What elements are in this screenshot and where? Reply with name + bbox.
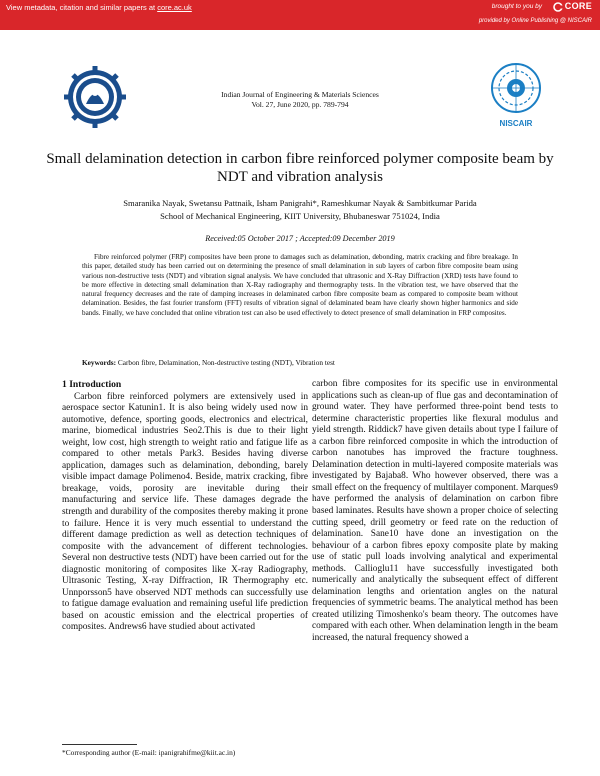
intro-right-column (312, 379, 558, 645)
intro-left-column (62, 379, 308, 634)
intro-left-text: Carbon fibre reinforced polymers are extensively used in aerospace sector Katunin1. It is also being widely used now in automotive, defence, sporting goods, electronics and electrical, marine, biomedical industries Seo2.This is due to their light weight, low cost, high strength to weight ratio and fatigue life as compared to other metals Park3. Besides having diverse application, damages such as delamination, debonding, barely visible impact damage Polimeno4. Beside, matrix cracking, fibre breakage, voids, porosity are inevitable during their manufacturing and service life. These damages degrade the strength and durability of the composites thereby making it prone to failure. Hence it is very much essential to understand the different damage prediction as well as detection techniques of composite with the advancement of different technologies. Several non destructive tests (NDT) have been carried out for the diagnostic monitoring of composites like X-ray Radiography, Ultrasonic Testing, X-ray Diffraction, IR Thermography etc. Unnporsson5 have observed NDT methods can successfully use to fatigue damage evaluation and remaining useful life prediction based on acoustic emission and the electrical properties of composites. Andrews6 have studied about activated (62, 391, 308, 633)
paper-title: Small delamination detection in carbon fibre reinforced polymer composite beam by NDT and vibration analysis (46, 151, 554, 185)
niscair-logo-icon (486, 62, 546, 114)
abstract: Fibre reinforced polymer (FRP) composites have been prone to damages such as delamination, debonding, matrix cracking and fibre breakage. In this paper, detailed study has been carried out on determining the presence of small delamination in sub layers of carbon fibre composite beam using various non-destructive tests (NDT) and vibration signal analysis. We have concluded that ultrasonic and X-Ray Diffraction (XRD) tests have found to be more effective in detecting small delamination than X-Ray radiography and thermography tests. In the vibration test, we have observed that the natural frequency decreases and the rate of damping increases in delaminated carbon fibre composite beam as compared to composite beam without delamination. Besides, the fast fourier transform (FFT) results of vibration signal of delaminated beam have clearly shown higher harmonics and side bands. Finally, we have concluded that online vibration test can also be used effectively to detect presence of small delamination in FRP composites. (82, 253, 518, 317)
intro-heading: 1 Introduction (62, 379, 122, 390)
footnote-rule (62, 744, 137, 745)
keywords-label: Keywords: (82, 358, 117, 367)
journal-name: Indian Journal of Engineering & Materials Sciences (221, 90, 379, 99)
paper-dates: Received:05 October 2017 ; Accepted:09 December 2019 (205, 234, 395, 243)
metadata-link[interactable]: View metadata, citation and similar papers at core.ac.uk (6, 3, 192, 12)
footnote: *Corresponding author (E-mail: ipanigrahifme@kiit.ac.in) (62, 748, 236, 757)
journal-volume: Vol. 27, June 2020, pp. 789-794 (251, 100, 349, 109)
core-logo[interactable]: CORE (553, 1, 592, 12)
niscair-caption: NISCAIR (499, 119, 533, 128)
niscair-logo (486, 62, 546, 128)
provided-by-text: provided by Online Publishing @ NISCAIR (478, 18, 592, 24)
core-logo-icon (553, 2, 565, 12)
keywords (82, 358, 518, 367)
journal-info (150, 90, 450, 110)
paper-authors: Smaranika Nayak, Swetansu Pattnaik, Isham Panigrahi*, Rameshkumar Nayak & Sambitkumar Parida (123, 198, 477, 208)
intro-right-text: carbon fibre composites for its specific use in environmental applications such as clean-up of flue gas and decontamination of ground water. They have performed three-point bend tests to determine characteristic properties like flexural modulus and yield strength. Riddick7 have given details about type I failure of a carbon fibre reinforced composite in which the introduction of carbon nanotubes has improved the fracture toughness. Delamination detection in multi-layered composite materials was investigated by Bajaba8. Who however observed, there was a small effect on the frequency of multilayer component. Marques9 have performed the analysis of delamination on carbon fibre based laminates. Results have shown a proper choice of selecting cutting speed, drill geometry or feed rate on the reduction of delamination. Sane10 have done an investigation on the behaviour of a carbon fibres epoxy composite plate by making use of static pull loads involving analytical and experimental methods. Callioglu11 have successfully investigated both numerically and analytically the subsequent effect of different delamination lengths and orientation angles on the natural frequencies of symmetric beams. The analytical method has been created utilizing Timoshenko's beam theory. The outcomes have compared with each other. When delamination length in the beam increased, the natural frequency showed a (312, 379, 558, 644)
keywords-list: Carbon fibre, Delamination, Non-destructive testing (NDT), Vibration test (116, 358, 335, 367)
csir-logo-icon (64, 66, 126, 128)
paper-affiliation: School of Mechanical Engineering, KIIT University, Bhubaneswar 751024, India (160, 211, 440, 221)
brought-by-text: brought to you by (491, 3, 542, 10)
core-banner (0, 0, 600, 30)
